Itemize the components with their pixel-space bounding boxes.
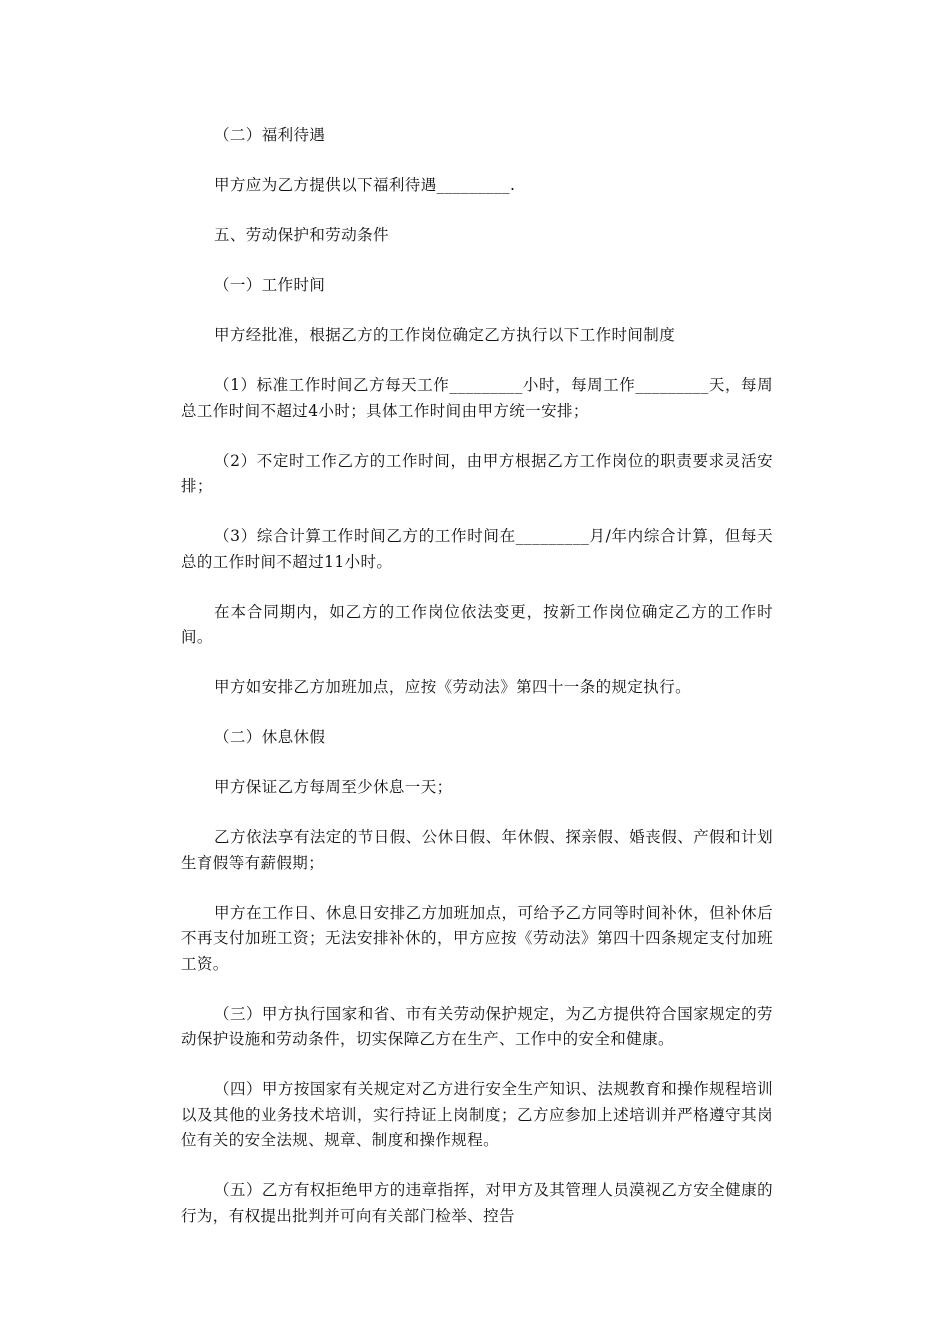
document-body	[181, 123, 773, 1254]
heading-working-hours: （一）工作时间	[214, 276, 326, 294]
item-flexible-hours: （2）不定时工作乙方的工作时间，由甲方根据乙方工作岗位的职责要求灵活安排；	[181, 451, 773, 495]
heading-rest-leave: （二）休息休假	[214, 728, 326, 746]
paragraph-compensatory-leave: 甲方在工作日、休息日安排乙方加班加点，可给予乙方同等时间补休，但补休后不再支付加班工资；无法安排补休的，甲方应按《劳动法》第四十四条规定支付加班工资。	[181, 903, 773, 973]
paragraph-paid-leave: 乙方依法享有法定的节日假、公休日假、年休假、探亲假、婚丧假、产假和计划生育假等有薪假期；	[181, 828, 773, 872]
item-standard-hours: （1）标准工作时间乙方每天工作_________小时，每周工作_________天，每周总工作时间不超过4小时；具体工作时间由甲方统一安排；	[181, 376, 773, 420]
section-heading-labor-protection: 五、劳动保护和劳动条件	[214, 226, 389, 244]
paragraph-position-change: 在本合同期内，如乙方的工作岗位依法变更，按新工作岗位确定乙方的工作时间。	[181, 602, 773, 646]
paragraph-safety-training: （四）甲方按国家有关规定对乙方进行安全生产知识、法规教育和操作规程培训以及其他的业务技术培训，实行持证上岗制度；乙方应参加上述培训并严格遵守其岗位有关的安全法规、规章、制度和操作规程。	[181, 1080, 773, 1149]
paragraph-working-hours-intro: 甲方经批准，根据乙方的工作岗位确定乙方执行以下工作时间制度	[214, 326, 676, 344]
paragraph-weekly-rest: 甲方保证乙方每周至少休息一天；	[214, 778, 453, 796]
paragraph-overtime: 甲方如安排乙方加班加点，应按《劳动法》第四十一条的规定执行。	[214, 678, 692, 696]
item-comprehensive-hours: （3）综合计算工作时间乙方的工作时间在_________月/年内综合计算，但每天总的工作时间不超过11小时。	[181, 527, 773, 571]
paragraph-safety-provisions: （三）甲方执行国家和省、市有关劳动保护规定，为乙方提供符合国家规定的劳动保护设施和劳动条件，切实保障乙方在生产、工作中的安全和健康。	[181, 1004, 773, 1048]
paragraph-refuse-violations: （五）乙方有权拒绝甲方的违章指挥，对甲方及其管理人员漠视乙方安全健康的行为，有权提出批判并可向有关部门检举、控告	[181, 1181, 773, 1225]
heading-welfare: （二）福利待遇	[214, 126, 326, 144]
paragraph-welfare-provision: 甲方应为乙方提供以下福利待遇_________.	[214, 176, 516, 194]
